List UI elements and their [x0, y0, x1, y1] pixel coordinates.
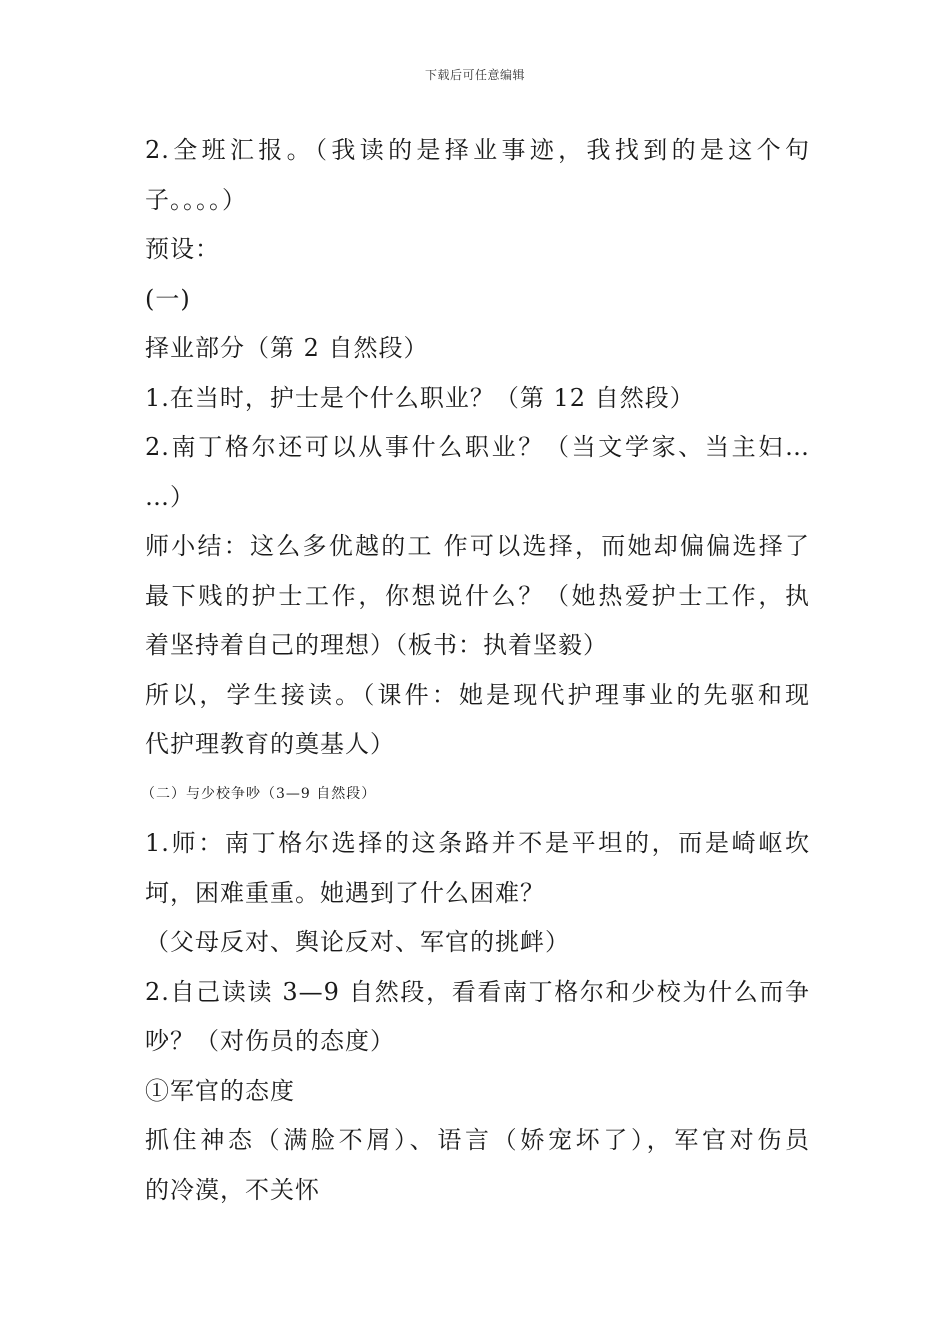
text-line: 的冷漠，不关怀: [145, 1175, 320, 1204]
document-body: [141, 126, 810, 1215]
text-line: 师小结：这么多优越的工 作可以选择，而她却偏偏选择了: [145, 532, 810, 560]
text-line: 择业部分（第 2 自然段）: [145, 334, 429, 362]
text-line: 代护理教育的奠基人）: [145, 730, 395, 758]
text-line: 吵？（对伤员的态度）: [145, 1027, 395, 1055]
page-header: 下载后可任意编辑: [424, 68, 525, 82]
text-line: 坷，困难重重。她遇到了什么困难？: [145, 878, 545, 907]
text-line: 最下贱的护士工作，你想说什么？（她热爱护士工作，执: [145, 581, 810, 610]
text-line: 2.全班汇报。（我读的是择业事迹，我找到的是这个句: [145, 136, 810, 164]
text-line: 着坚持着自己的理想）（板书：执着坚毅）: [145, 631, 608, 659]
text-line: …）: [145, 482, 195, 511]
text-line: （二）与少校争吵（3—9 自然段）: [141, 785, 377, 802]
text-line: 2.自己读读 3—9 自然段，看看南丁格尔和少校为什么而争: [145, 977, 810, 1006]
text-line: （父母反对、舆论反对、军官的挑衅）: [145, 928, 570, 956]
text-line: 预设：: [145, 235, 220, 263]
text-line: 1.在当时，护士是个什么职业？（第 12 自然段）: [145, 383, 695, 412]
text-line: (一): [145, 284, 191, 313]
text-line: 1.师：南丁格尔选择的这条路并不是平坦的，而是崎岖坎: [145, 829, 810, 857]
text-line: 所以，学生接读。（课件：她是现代护理事业的先驱和现: [145, 680, 810, 709]
text-line: 抓住神态（满脸不屑）、语言（娇宠坏了），军官对伤员: [145, 1126, 810, 1154]
text-line: 子。。。。）: [145, 185, 247, 214]
text-line: 2.南丁格尔还可以从事什么职业？（当文学家、当主妇…: [145, 433, 810, 461]
text-line: ①军官的态度: [145, 1076, 295, 1105]
